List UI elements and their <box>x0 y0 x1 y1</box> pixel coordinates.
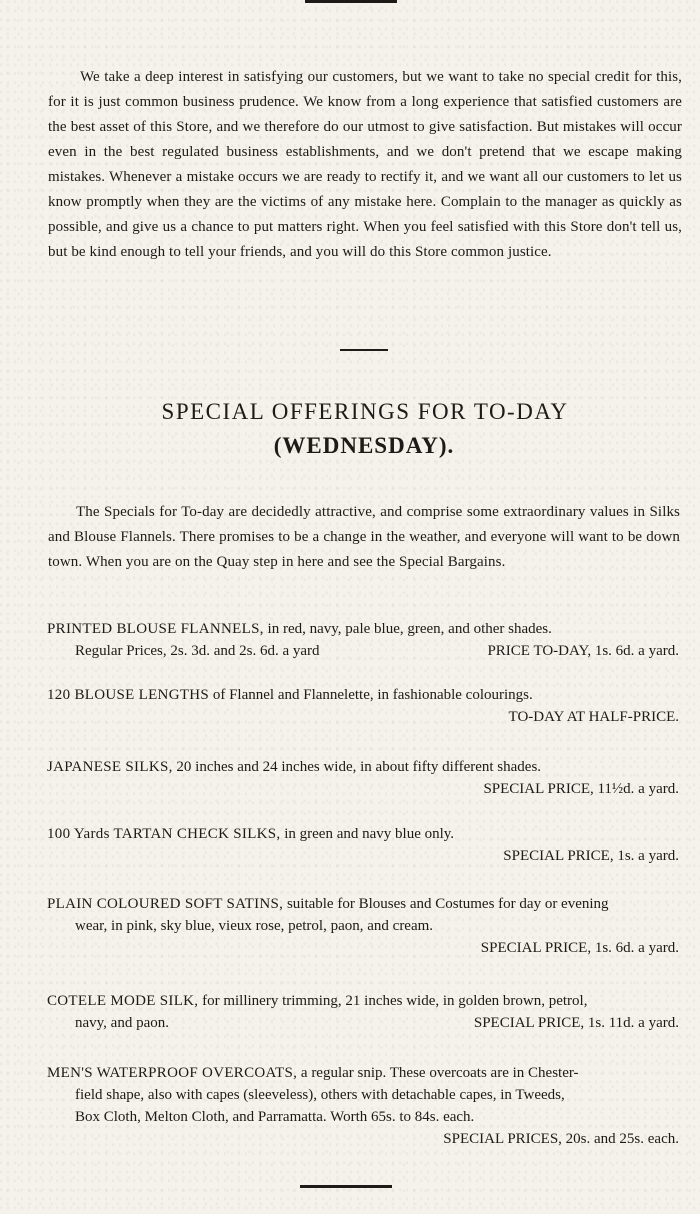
offer-subtext: field shape, also with capes (sleeveless), others with detachable capes, in Tweeds, <box>75 1087 565 1103</box>
offer-price: SPECIAL PRICE, 11½d. a yard. <box>483 781 679 797</box>
offer-description: 20 inches and 24 inches wide, in about fifty different shades. <box>172 759 542 775</box>
offer-name: PLAIN COLOURED SOFT SATINS, <box>47 896 284 912</box>
offer-price: TO-DAY AT HALF-PRICE. <box>508 709 679 725</box>
offer-subtext: wear, in pink, sky blue, vieux rose, petrol, paon, and cream. <box>75 918 434 934</box>
offer-item-cotele-mode-silk <box>47 990 679 1034</box>
specials-intro-paragraph: The Specials for To-day are decidedly attractive, and comprise some extraordinary values in Silks and Blouse Flannels. There promises to be a change in the weather, and everyone will want to be down town. When you are on the Quay step in here and see the Special Bargains. <box>48 504 680 570</box>
offer-description: for millinery trimming, 21 inches wide, in golden brown, petrol, <box>198 993 588 1009</box>
offer-description: suitable for Blouses and Costumes for day or evening <box>283 896 609 912</box>
offer-name: COTELE MODE SILK, <box>47 993 199 1009</box>
intro-paragraph: We take a deep interest in satisfying our customers, but we want to take no special credit for this, for it is just common business prudence. We know from a long experience that satisfied customers are the best asset of this Store, and we therefore do our utmost to give satisfaction. But mistakes will occur even in the best regulated business establishments, and we don't pretend that we escape making mistakes. Whenever a mistake occurs we are ready to rectify it, and we want all our customers to let us know promptly when they are the victims of any mistake here. Complain to the manager as quickly as possible, and give us a chance to put matters right. When you feel satisfied with this Store don't tell us, but be kind enough to tell your friends, and you will do this Store common justice. <box>48 69 682 260</box>
offer-subtext-2: Box Cloth, Melton Cloth, and Parramatta. Worth 65s. to 84s. each. <box>75 1109 475 1125</box>
offer-item-soft-satins <box>47 893 679 959</box>
section-subheading: (WEDNESDAY). <box>273 433 455 458</box>
offer-subtext: Regular Prices, 2s. 3d. and 2s. 6d. a yard <box>75 643 320 659</box>
offer-name: PRINTED BLOUSE FLANNELS, <box>47 621 264 637</box>
section-divider <box>340 349 388 351</box>
offer-price: PRICE TO-DAY, 1s. 6d. a yard. <box>487 643 679 659</box>
offer-description: in red, navy, pale blue, green, and other shades. <box>263 621 552 637</box>
section-heading: SPECIAL OFFERINGS FOR TO-DAY <box>161 399 569 424</box>
offer-item-waterproof-overcoats <box>47 1062 679 1150</box>
offer-item-tartan-check-silks <box>47 823 679 867</box>
offer-price: SPECIAL PRICES, 20s. and 25s. each. <box>443 1131 679 1147</box>
offer-description: in green and navy blue only. <box>280 826 455 842</box>
offer-description: of Flannel and Flannelette, in fashionable colourings. <box>209 687 533 703</box>
offer-item-printed-blouse-flannels <box>47 618 679 662</box>
offer-price: SPECIAL PRICE, 1s. 11d. a yard. <box>473 1015 679 1031</box>
top-rule <box>305 0 397 3</box>
bottom-rule <box>300 1185 392 1188</box>
offer-subtext: navy, and paon. <box>75 1015 169 1031</box>
offer-price: SPECIAL PRICE, 1s. a yard. <box>503 848 679 864</box>
offer-item-blouse-lengths <box>47 684 679 728</box>
offer-item-japanese-silks <box>47 756 679 800</box>
offer-name: 120 BLOUSE LENGTHS <box>47 687 210 703</box>
offer-price: SPECIAL PRICE, 1s. 6d. a yard. <box>480 940 679 956</box>
offer-name: JAPANESE SILKS, <box>47 759 173 775</box>
offer-description: a regular snip. These overcoats are in Chester- <box>297 1065 579 1081</box>
offer-name: 100 Yards TARTAN CHECK SILKS, <box>47 826 281 842</box>
offer-name: MEN'S WATERPROOF OVERCOATS, <box>47 1065 298 1081</box>
